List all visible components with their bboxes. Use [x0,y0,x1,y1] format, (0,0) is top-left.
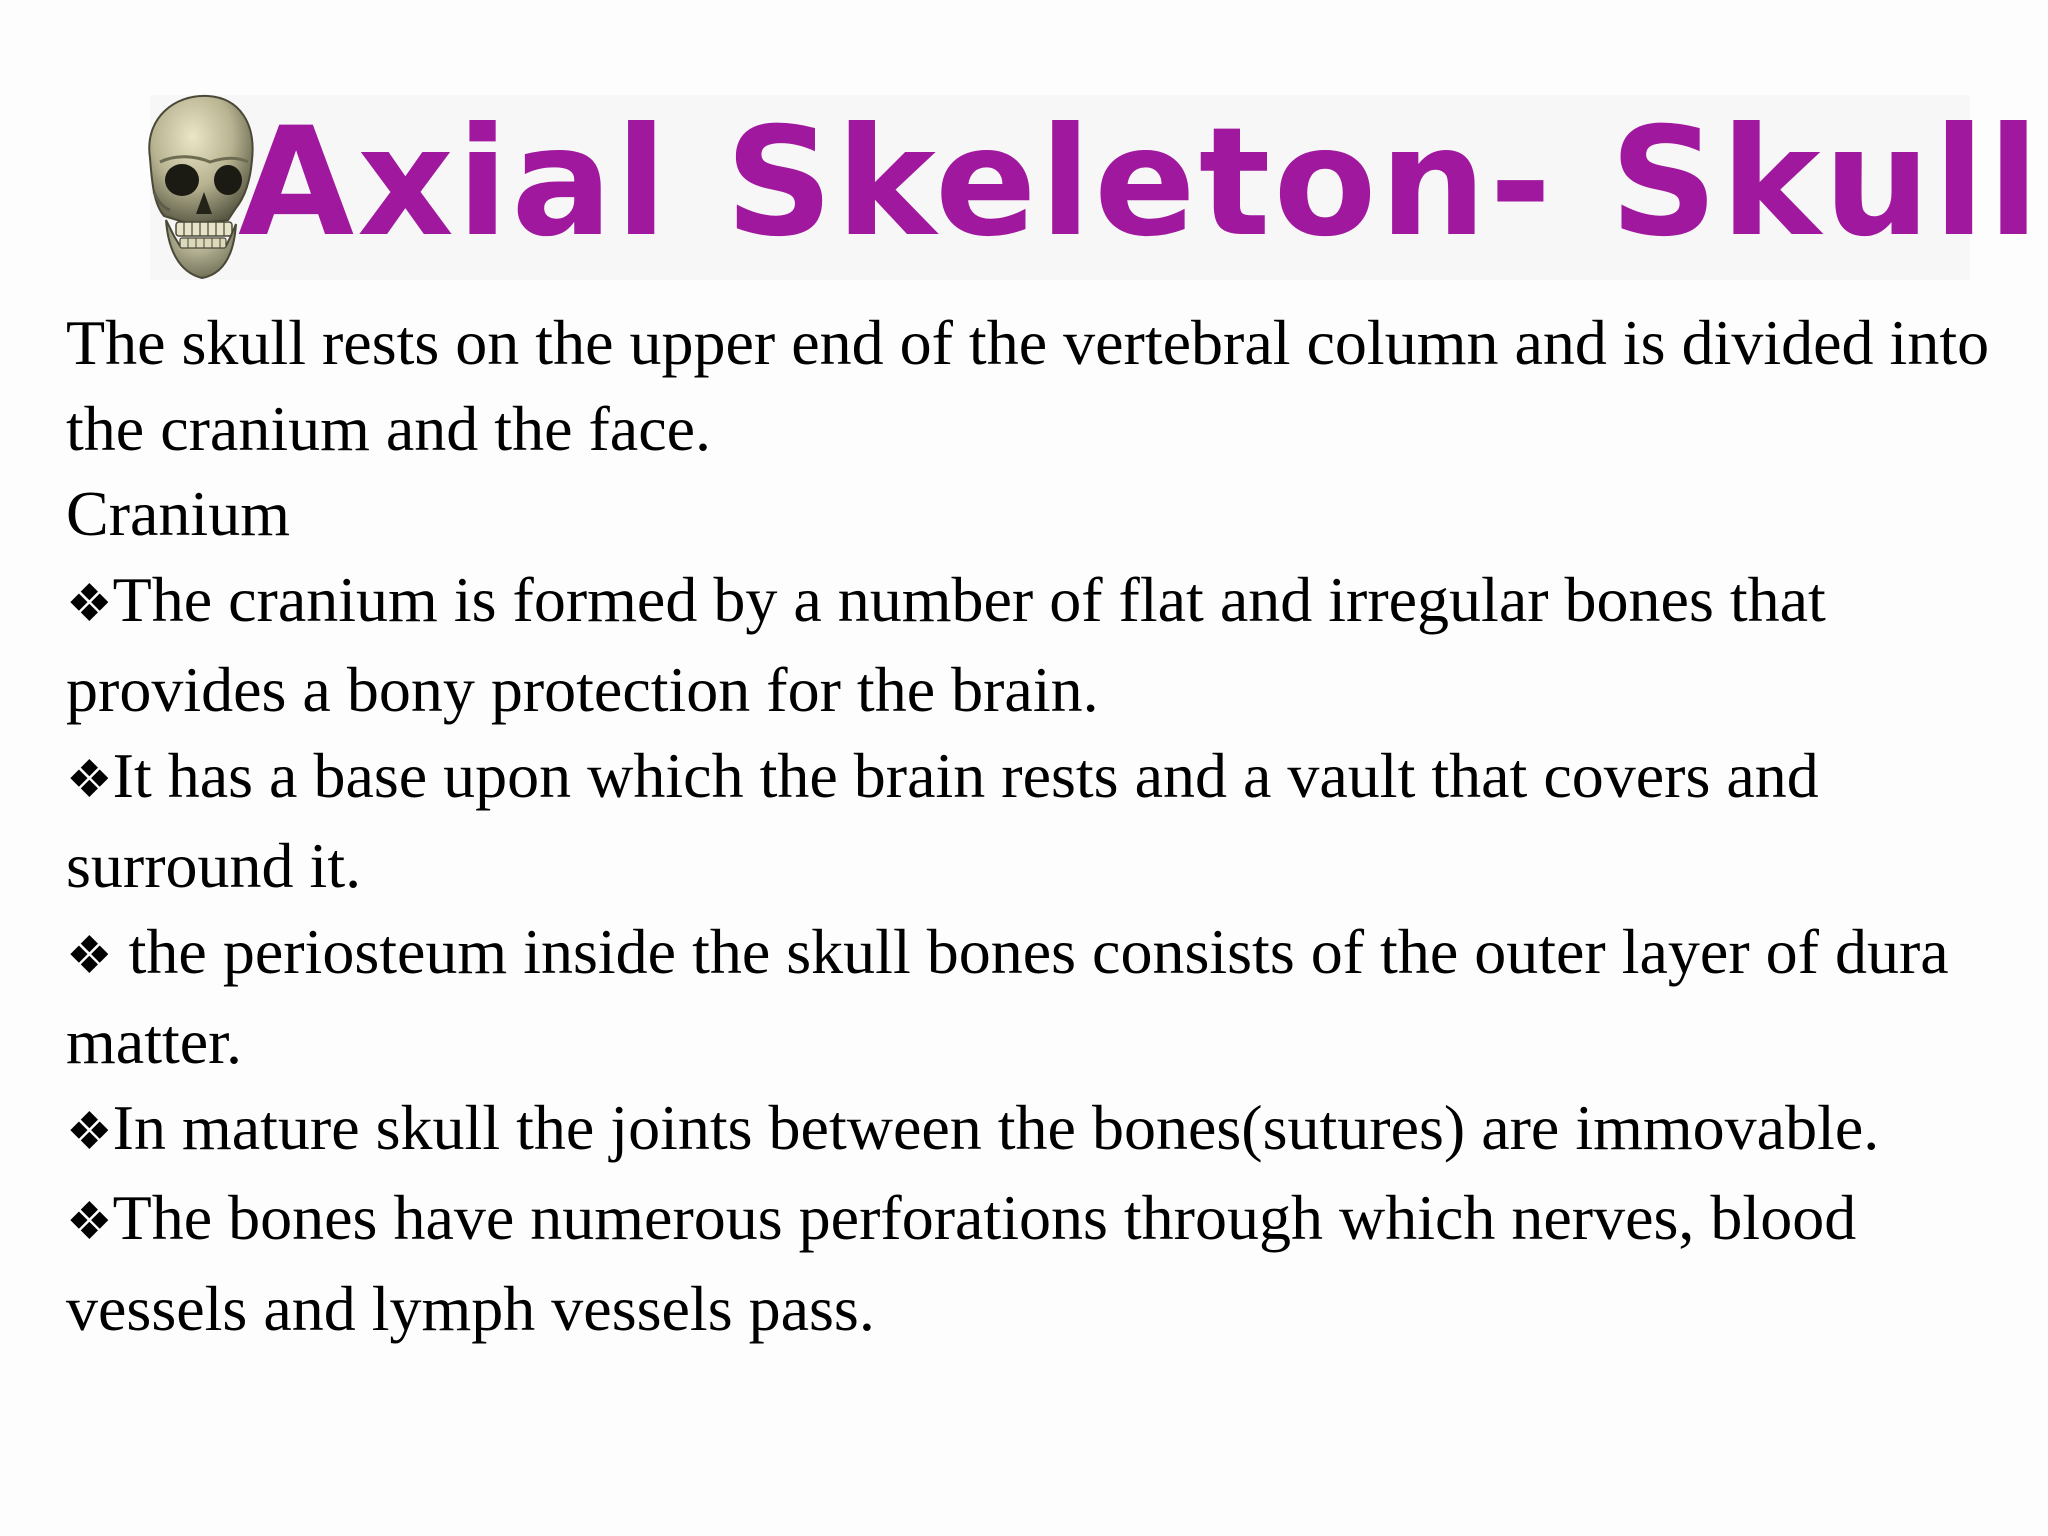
bullet-item [66,557,2026,733]
bullet-item [66,1085,2026,1176]
bullet-item [66,733,2026,909]
bullet-diamond-icon: ❖ [66,575,113,633]
bullet-item [66,1175,2026,1351]
slide-body [66,300,2026,1351]
intro-paragraph: The skull rests on the upper end of the vertebral column and is divided into the cranium and the face. [66,307,1990,464]
slide-title: Axial Skeleton- Skull [238,96,2043,270]
bullet-diamond-icon: ❖ [66,927,113,985]
bullet-diamond-icon: ❖ [66,1194,113,1251]
bullet-diamond-icon: ❖ [66,1103,113,1161]
bullet-item [66,909,2026,1085]
bullet-text: It has a base upon which the brain rests and a vault that covers and surround it. [66,739,1819,901]
bullet-text: The cranium is formed by a number of flat and irregular bones that provides a bony protection for the brain. [66,563,1826,725]
bullet-text: In mature skull the joints between the bones(sutures) are immovable. [112,1091,1880,1163]
bullet-text: The bones have numerous perforations through which nerves, blood vessels and lymph vessels pass. [66,1182,1857,1344]
bullet-text: the periosteum inside the skull bones consists of the outer layer of dura matter. [66,915,1949,1077]
bullet-diamond-icon: ❖ [66,751,113,809]
section-heading: Cranium [66,478,290,549]
